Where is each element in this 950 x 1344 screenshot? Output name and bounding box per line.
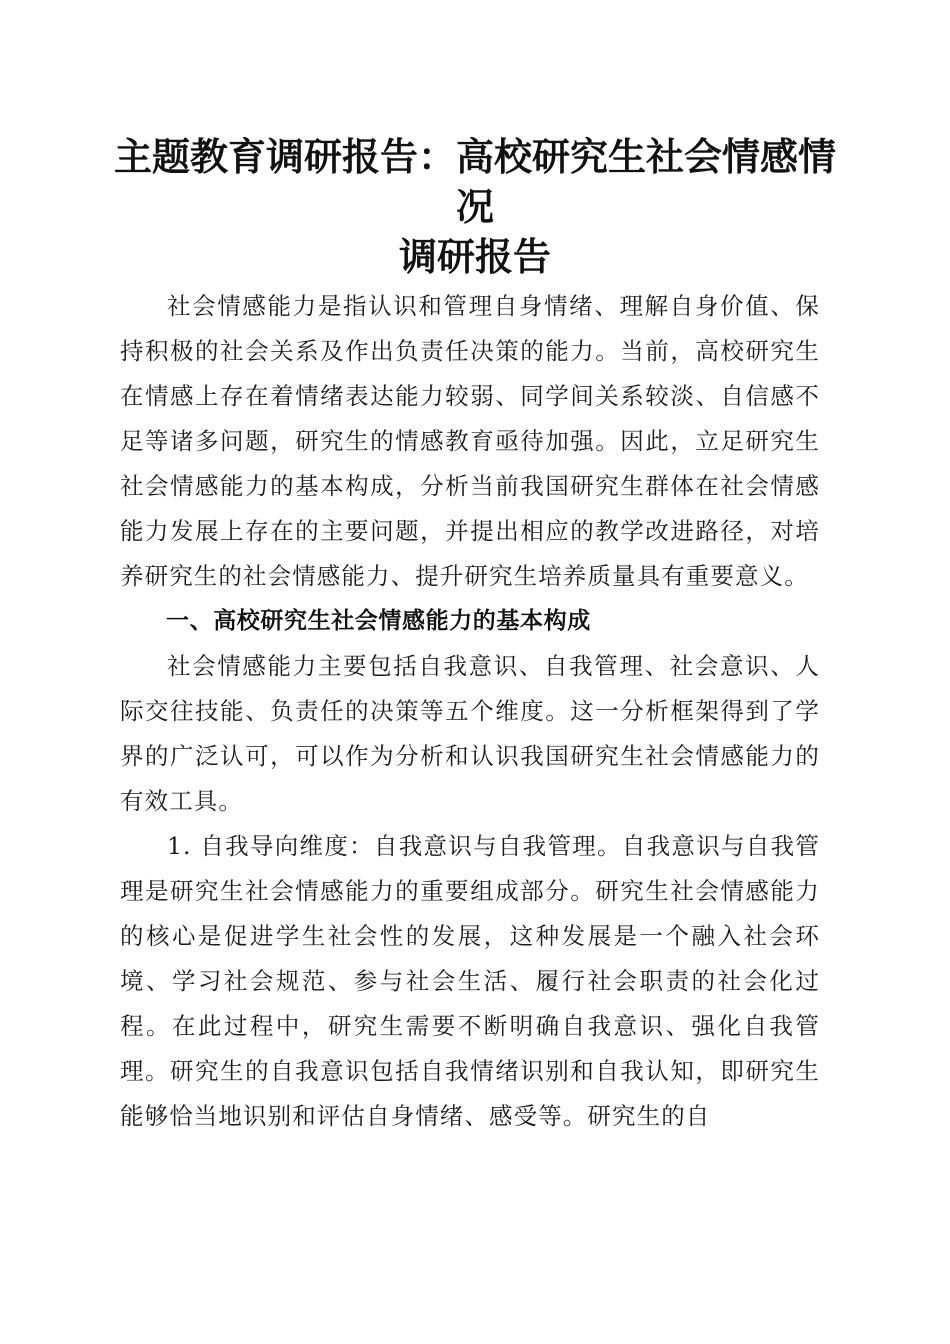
body-paragraph: 社会情感能力主要包括自我意识、自我管理、社会意识、人际交往技能、负责任的决策等五个维度。这一分析框架得到了学界的广泛认可，可以作为分析和认识我国研究生社会情感能力的有效工具。 — [120, 652, 820, 815]
title-line-1: 主题教育调研报告：高校研究生社会情感情况 — [113, 134, 836, 229]
body-paragraph: 1. 自我导向维度：自我意识与自我管理。自我意识与自我管理是研究生社会情感能力的重要组成部分。研究生社会情感能力的核心是促进学生社会性的发展，这种发展是一个融入社会环境、学习社会规范、参与社会生活、履行社会职责的社会化过程。在此过程中，研究生需要不断明确自我意识、强化自我管理。研究生的自我意识包括自我情绪识别和自我认知，即研究生能够恰当地识别和评估自身情绪、感受等。研究生的自 — [120, 832, 820, 1130]
section-heading: 一、高校研究生社会情感能力的基本构成 — [166, 608, 591, 634]
title-line-2: 调研报告 — [398, 234, 551, 279]
document-body — [120, 284, 820, 1139]
document-title — [112, 132, 838, 282]
intro-paragraph: 社会情感能力是指认识和管理自身情绪、理解自身价值、保持积极的社会关系及作出负责任决策的能力。当前，高校研究生在情感上存在着情绪表达能力较弱、同学间关系较淡、自信感不足等诸多问题，研究生的情感教育亟待加强。因此，立足研究生社会情感能力的基本构成，分析当前我国研究生群体在社会情感能力发展上存在的主要问题，并提出相应的教学改进路径，对培养研究生的社会情感能力、提升研究生培养质量具有重要意义。 — [120, 292, 820, 590]
